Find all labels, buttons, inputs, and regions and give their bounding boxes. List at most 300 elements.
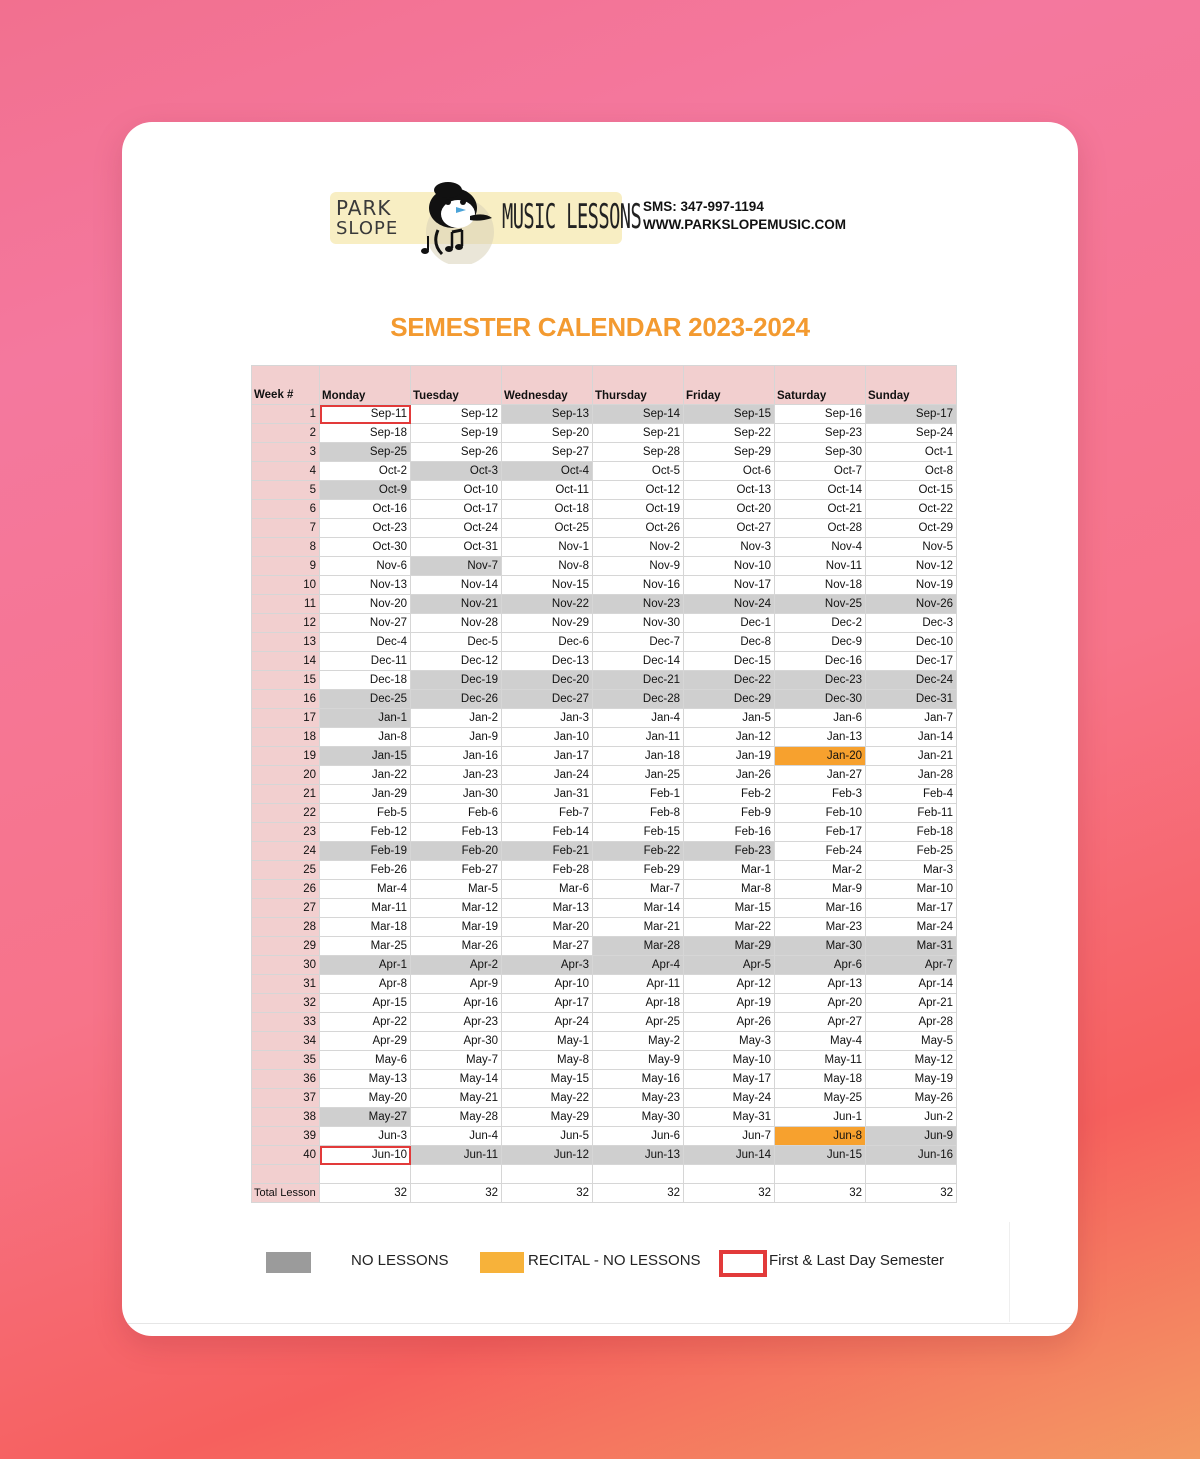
date-cell: May-18	[775, 1070, 866, 1089]
date-cell: Dec-6	[502, 633, 593, 652]
date-cell: Mar-10	[866, 880, 957, 899]
date-cell: Mar-24	[866, 918, 957, 937]
date-cell: Jan-10	[502, 728, 593, 747]
date-cell: Sep-27	[502, 443, 593, 462]
date-cell: Dec-11	[320, 652, 411, 671]
date-cell: Nov-11	[775, 557, 866, 576]
empty-cell	[866, 1165, 957, 1184]
divider	[1009, 1222, 1010, 1322]
date-cell: Oct-28	[775, 519, 866, 538]
table-row	[252, 1070, 957, 1089]
date-cell: Mar-4	[320, 880, 411, 899]
date-cell: Dec-28	[593, 690, 684, 709]
date-cell: Dec-4	[320, 633, 411, 652]
date-cell: Jun-16	[866, 1146, 957, 1165]
week-number-cell: 20	[252, 766, 320, 785]
date-cell: Jun-7	[684, 1127, 775, 1146]
date-cell: Mar-31	[866, 937, 957, 956]
date-cell: May-22	[502, 1089, 593, 1108]
date-cell: Oct-27	[684, 519, 775, 538]
date-cell: May-12	[866, 1051, 957, 1070]
date-cell: Jan-26	[684, 766, 775, 785]
date-cell: May-8	[502, 1051, 593, 1070]
date-cell: Feb-20	[411, 842, 502, 861]
date-cell: May-10	[684, 1051, 775, 1070]
date-cell: Jan-8	[320, 728, 411, 747]
date-cell: Jan-9	[411, 728, 502, 747]
date-cell: Apr-20	[775, 994, 866, 1013]
date-cell: May-14	[411, 1070, 502, 1089]
table-row	[252, 633, 957, 652]
date-cell: Feb-8	[593, 804, 684, 823]
date-cell: Feb-12	[320, 823, 411, 842]
week-number-cell: 28	[252, 918, 320, 937]
date-cell: Mar-19	[411, 918, 502, 937]
date-cell: Feb-17	[775, 823, 866, 842]
table-row	[252, 1108, 957, 1127]
date-cell: Nov-29	[502, 614, 593, 633]
date-cell: Jun-5	[502, 1127, 593, 1146]
date-cell: Mar-29	[684, 937, 775, 956]
date-cell: Jun-14	[684, 1146, 775, 1165]
date-cell: Jan-22	[320, 766, 411, 785]
date-cell: Mar-6	[502, 880, 593, 899]
date-cell: May-23	[593, 1089, 684, 1108]
table-row	[252, 956, 957, 975]
date-cell: Oct-18	[502, 500, 593, 519]
table-row	[252, 709, 957, 728]
date-cell: Nov-4	[775, 538, 866, 557]
week-number-cell: 23	[252, 823, 320, 842]
date-cell: Apr-14	[866, 975, 957, 994]
date-cell: Dec-26	[411, 690, 502, 709]
week-number-cell: 37	[252, 1089, 320, 1108]
date-cell: Jan-16	[411, 747, 502, 766]
table-row	[252, 899, 957, 918]
week-number-cell: 18	[252, 728, 320, 747]
week-number-cell: 3	[252, 443, 320, 462]
date-cell: Apr-8	[320, 975, 411, 994]
date-cell: Jan-14	[866, 728, 957, 747]
date-cell: Oct-3	[411, 462, 502, 481]
date-cell: Sep-14	[593, 405, 684, 424]
week-number-cell: 13	[252, 633, 320, 652]
date-cell: Dec-22	[684, 671, 775, 690]
date-cell: Nov-8	[502, 557, 593, 576]
date-cell: May-25	[775, 1089, 866, 1108]
date-cell: Sep-19	[411, 424, 502, 443]
table-row	[252, 842, 957, 861]
date-cell: Nov-26	[866, 595, 957, 614]
date-cell: Jan-12	[684, 728, 775, 747]
date-cell: Jun-13	[593, 1146, 684, 1165]
total-lesson-count: 32	[866, 1184, 957, 1203]
table-row	[252, 747, 957, 766]
date-cell: Sep-16	[775, 405, 866, 424]
date-cell: Sep-17	[866, 405, 957, 424]
empty-cell	[775, 1165, 866, 1184]
date-cell: Mar-15	[684, 899, 775, 918]
date-cell: Jan-18	[593, 747, 684, 766]
table-row	[252, 1032, 957, 1051]
week-number-cell: 35	[252, 1051, 320, 1070]
date-cell: Nov-15	[502, 576, 593, 595]
table-row	[252, 1013, 957, 1032]
date-cell: Mar-17	[866, 899, 957, 918]
date-cell: Apr-23	[411, 1013, 502, 1032]
date-cell: Sep-29	[684, 443, 775, 462]
date-cell: Mar-3	[866, 861, 957, 880]
date-cell: Jun-9	[866, 1127, 957, 1146]
date-cell: Oct-26	[593, 519, 684, 538]
date-cell: Apr-2	[411, 956, 502, 975]
date-cell: May-13	[320, 1070, 411, 1089]
date-cell: Dec-21	[593, 671, 684, 690]
date-cell: Sep-13	[502, 405, 593, 424]
date-cell: Nov-10	[684, 557, 775, 576]
date-cell: Oct-12	[593, 481, 684, 500]
date-cell: Mar-18	[320, 918, 411, 937]
date-cell: Jan-31	[502, 785, 593, 804]
column-header-saturday: Saturday	[775, 366, 866, 405]
date-cell: Apr-26	[684, 1013, 775, 1032]
date-cell: Sep-25	[320, 443, 411, 462]
date-cell: Mar-2	[775, 861, 866, 880]
date-cell: Mar-14	[593, 899, 684, 918]
date-cell: Jan-28	[866, 766, 957, 785]
date-cell: Feb-28	[502, 861, 593, 880]
table-row	[252, 1146, 957, 1165]
date-cell: Feb-14	[502, 823, 593, 842]
date-cell: Apr-6	[775, 956, 866, 975]
date-cell: Dec-7	[593, 633, 684, 652]
date-cell: May-29	[502, 1108, 593, 1127]
date-cell: Dec-12	[411, 652, 502, 671]
date-cell: Oct-2	[320, 462, 411, 481]
date-cell: Apr-3	[502, 956, 593, 975]
penguin-mascot-icon	[408, 174, 508, 264]
date-cell: Sep-21	[593, 424, 684, 443]
date-cell: Jan-5	[684, 709, 775, 728]
date-cell: Oct-24	[411, 519, 502, 538]
table-row	[252, 880, 957, 899]
date-cell: Dec-9	[775, 633, 866, 652]
total-lesson-count: 32	[320, 1184, 411, 1203]
date-cell: Sep-18	[320, 424, 411, 443]
date-cell: Jan-1	[320, 709, 411, 728]
date-cell: Nov-21	[411, 595, 502, 614]
date-cell: Oct-1	[866, 443, 957, 462]
week-number-cell: 22	[252, 804, 320, 823]
week-number-cell: 10	[252, 576, 320, 595]
date-cell: Dec-30	[775, 690, 866, 709]
date-cell: May-5	[866, 1032, 957, 1051]
week-number-cell: 8	[252, 538, 320, 557]
date-cell: Oct-13	[684, 481, 775, 500]
week-number-cell: 5	[252, 481, 320, 500]
logo-word-music-lessons: MUSIC LESSONS	[502, 197, 642, 237]
date-cell: Dec-25	[320, 690, 411, 709]
date-cell: Jan-7	[866, 709, 957, 728]
week-number-cell: 11	[252, 595, 320, 614]
date-cell: Nov-7	[411, 557, 502, 576]
table-row	[252, 804, 957, 823]
date-cell: Feb-21	[502, 842, 593, 861]
date-cell: May-21	[411, 1089, 502, 1108]
date-cell: Feb-11	[866, 804, 957, 823]
week-number-cell: 27	[252, 899, 320, 918]
date-cell: Oct-11	[502, 481, 593, 500]
empty-cell	[411, 1165, 502, 1184]
date-cell: Mar-26	[411, 937, 502, 956]
date-cell: Nov-19	[866, 576, 957, 595]
date-cell: Oct-17	[411, 500, 502, 519]
total-lesson-count: 32	[411, 1184, 502, 1203]
table-row	[252, 785, 957, 804]
date-cell: Oct-14	[775, 481, 866, 500]
date-cell: Oct-29	[866, 519, 957, 538]
week-number-cell: 29	[252, 937, 320, 956]
date-cell: Oct-31	[411, 538, 502, 557]
date-cell: Oct-4	[502, 462, 593, 481]
date-cell: Nov-27	[320, 614, 411, 633]
calendar-body	[252, 405, 957, 1203]
date-cell: Nov-2	[593, 538, 684, 557]
date-cell: Mar-5	[411, 880, 502, 899]
date-cell: Apr-18	[593, 994, 684, 1013]
sms-number: SMS: 347-997-1194	[643, 199, 764, 214]
date-cell: May-6	[320, 1051, 411, 1070]
calendar-card	[122, 122, 1078, 1336]
date-cell: Mar-11	[320, 899, 411, 918]
total-lesson-count: 32	[775, 1184, 866, 1203]
date-cell: Apr-28	[866, 1013, 957, 1032]
date-cell: Nov-16	[593, 576, 684, 595]
week-number-cell: 17	[252, 709, 320, 728]
date-cell: May-27	[320, 1108, 411, 1127]
date-cell: Mar-13	[502, 899, 593, 918]
date-cell: Dec-10	[866, 633, 957, 652]
total-lesson-count: 32	[593, 1184, 684, 1203]
table-row	[252, 519, 957, 538]
date-cell: Feb-24	[775, 842, 866, 861]
column-header-thursday: Thursday	[593, 366, 684, 405]
date-cell: Apr-30	[411, 1032, 502, 1051]
date-cell: Apr-19	[684, 994, 775, 1013]
date-cell: Apr-12	[684, 975, 775, 994]
week-number-cell: 21	[252, 785, 320, 804]
date-cell: Apr-10	[502, 975, 593, 994]
date-cell: Apr-25	[593, 1013, 684, 1032]
date-cell: Feb-25	[866, 842, 957, 861]
date-cell: Apr-1	[320, 956, 411, 975]
empty-cell	[320, 1165, 411, 1184]
date-cell: May-3	[684, 1032, 775, 1051]
date-cell: May-26	[866, 1089, 957, 1108]
date-cell: May-2	[593, 1032, 684, 1051]
date-cell: Oct-8	[866, 462, 957, 481]
date-cell: Jan-30	[411, 785, 502, 804]
date-cell: Oct-16	[320, 500, 411, 519]
date-cell: Dec-18	[320, 671, 411, 690]
column-header-week: Week #	[252, 366, 320, 405]
legend-label-first-last: First & Last Day Semester	[769, 1252, 945, 1269]
date-cell: Nov-9	[593, 557, 684, 576]
week-number-cell: 25	[252, 861, 320, 880]
date-cell: Dec-13	[502, 652, 593, 671]
week-number-cell: 31	[252, 975, 320, 994]
empty-cell	[593, 1165, 684, 1184]
week-number-cell: 4	[252, 462, 320, 481]
date-cell: May-11	[775, 1051, 866, 1070]
legend	[122, 1249, 1078, 1279]
date-cell: Dec-15	[684, 652, 775, 671]
date-cell: May-28	[411, 1108, 502, 1127]
week-number-cell: 15	[252, 671, 320, 690]
date-cell: Oct-30	[320, 538, 411, 557]
date-cell: Jan-20	[775, 747, 866, 766]
date-cell: Mar-16	[775, 899, 866, 918]
week-number-cell: 33	[252, 1013, 320, 1032]
date-cell: Dec-16	[775, 652, 866, 671]
table-row	[252, 652, 957, 671]
date-cell: Sep-28	[593, 443, 684, 462]
date-cell: Apr-27	[775, 1013, 866, 1032]
date-cell: Nov-6	[320, 557, 411, 576]
date-cell: Mar-21	[593, 918, 684, 937]
date-cell: Feb-4	[866, 785, 957, 804]
date-cell: Feb-16	[684, 823, 775, 842]
date-cell: Sep-11	[320, 405, 411, 424]
date-cell: Dec-17	[866, 652, 957, 671]
date-cell: Dec-27	[502, 690, 593, 709]
date-cell: Jan-2	[411, 709, 502, 728]
date-cell: Oct-9	[320, 481, 411, 500]
date-cell: Apr-15	[320, 994, 411, 1013]
table-row	[252, 424, 957, 443]
table-row	[252, 614, 957, 633]
date-cell: Feb-27	[411, 861, 502, 880]
date-cell: Feb-22	[593, 842, 684, 861]
column-header-tuesday: Tuesday	[411, 366, 502, 405]
table-row	[252, 690, 957, 709]
date-cell: Jan-17	[502, 747, 593, 766]
date-cell: Oct-25	[502, 519, 593, 538]
date-cell: Mar-8	[684, 880, 775, 899]
date-cell: Apr-4	[593, 956, 684, 975]
date-cell: Oct-20	[684, 500, 775, 519]
table-row	[252, 500, 957, 519]
date-cell: Sep-20	[502, 424, 593, 443]
table-row	[252, 766, 957, 785]
date-cell: Mar-28	[593, 937, 684, 956]
date-cell: Apr-24	[502, 1013, 593, 1032]
date-cell: May-4	[775, 1032, 866, 1051]
date-cell: Dec-5	[411, 633, 502, 652]
empty-cell	[502, 1165, 593, 1184]
semester-calendar-table	[251, 365, 957, 1203]
week-number-cell: 14	[252, 652, 320, 671]
date-cell: Nov-24	[684, 595, 775, 614]
date-cell: Mar-27	[502, 937, 593, 956]
date-cell: Jun-1	[775, 1108, 866, 1127]
date-cell: Nov-1	[502, 538, 593, 557]
date-cell: May-24	[684, 1089, 775, 1108]
week-number-cell: 19	[252, 747, 320, 766]
table-row	[252, 1127, 957, 1146]
date-cell: Jun-12	[502, 1146, 593, 1165]
date-cell: Mar-22	[684, 918, 775, 937]
column-header-monday: Monday	[320, 366, 411, 405]
date-cell: Apr-22	[320, 1013, 411, 1032]
date-cell: Mar-1	[684, 861, 775, 880]
logo-word-slope: SLOPE	[336, 218, 399, 239]
table-row	[252, 823, 957, 842]
date-cell: Jan-3	[502, 709, 593, 728]
total-lesson-label: Total Lesson	[252, 1184, 320, 1203]
date-cell: May-15	[502, 1070, 593, 1089]
date-cell: Nov-23	[593, 595, 684, 614]
week-number-cell: 40	[252, 1146, 320, 1165]
date-cell: Apr-7	[866, 956, 957, 975]
week-number-cell: 38	[252, 1108, 320, 1127]
legend-swatch-no-lessons	[266, 1252, 311, 1273]
date-cell: Nov-22	[502, 595, 593, 614]
date-cell: Feb-2	[684, 785, 775, 804]
date-cell: Feb-23	[684, 842, 775, 861]
website-url: WWW.PARKSLOPEMUSIC.COM	[643, 217, 846, 232]
date-cell: Apr-16	[411, 994, 502, 1013]
date-cell: Oct-22	[866, 500, 957, 519]
date-cell: Apr-9	[411, 975, 502, 994]
date-cell: Oct-10	[411, 481, 502, 500]
table-row	[252, 405, 957, 424]
date-cell: Sep-23	[775, 424, 866, 443]
table-row	[252, 861, 957, 880]
date-cell: Dec-14	[593, 652, 684, 671]
week-number-cell: 12	[252, 614, 320, 633]
date-cell: Nov-18	[775, 576, 866, 595]
date-cell: Jun-10	[320, 1146, 411, 1165]
table-row	[252, 538, 957, 557]
date-cell: Feb-9	[684, 804, 775, 823]
date-cell: May-7	[411, 1051, 502, 1070]
date-cell: Jun-15	[775, 1146, 866, 1165]
date-cell: Oct-19	[593, 500, 684, 519]
table-row	[252, 975, 957, 994]
date-cell: May-31	[684, 1108, 775, 1127]
date-cell: Feb-29	[593, 861, 684, 880]
date-cell: Dec-29	[684, 690, 775, 709]
date-cell: Feb-18	[866, 823, 957, 842]
week-number-cell: 30	[252, 956, 320, 975]
date-cell: Mar-12	[411, 899, 502, 918]
date-cell: Oct-15	[866, 481, 957, 500]
date-cell: May-19	[866, 1070, 957, 1089]
date-cell: Sep-26	[411, 443, 502, 462]
date-cell: Dec-23	[775, 671, 866, 690]
total-lesson-count: 32	[684, 1184, 775, 1203]
table-row	[252, 481, 957, 500]
date-cell: Apr-21	[866, 994, 957, 1013]
page-title: SEMESTER CALENDAR 2023-2024	[390, 312, 810, 342]
table-row	[252, 937, 957, 956]
contact-info	[643, 198, 846, 234]
column-header-wednesday: Wednesday	[502, 366, 593, 405]
date-cell: Feb-26	[320, 861, 411, 880]
date-cell: Dec-24	[866, 671, 957, 690]
week-number-cell: 16	[252, 690, 320, 709]
